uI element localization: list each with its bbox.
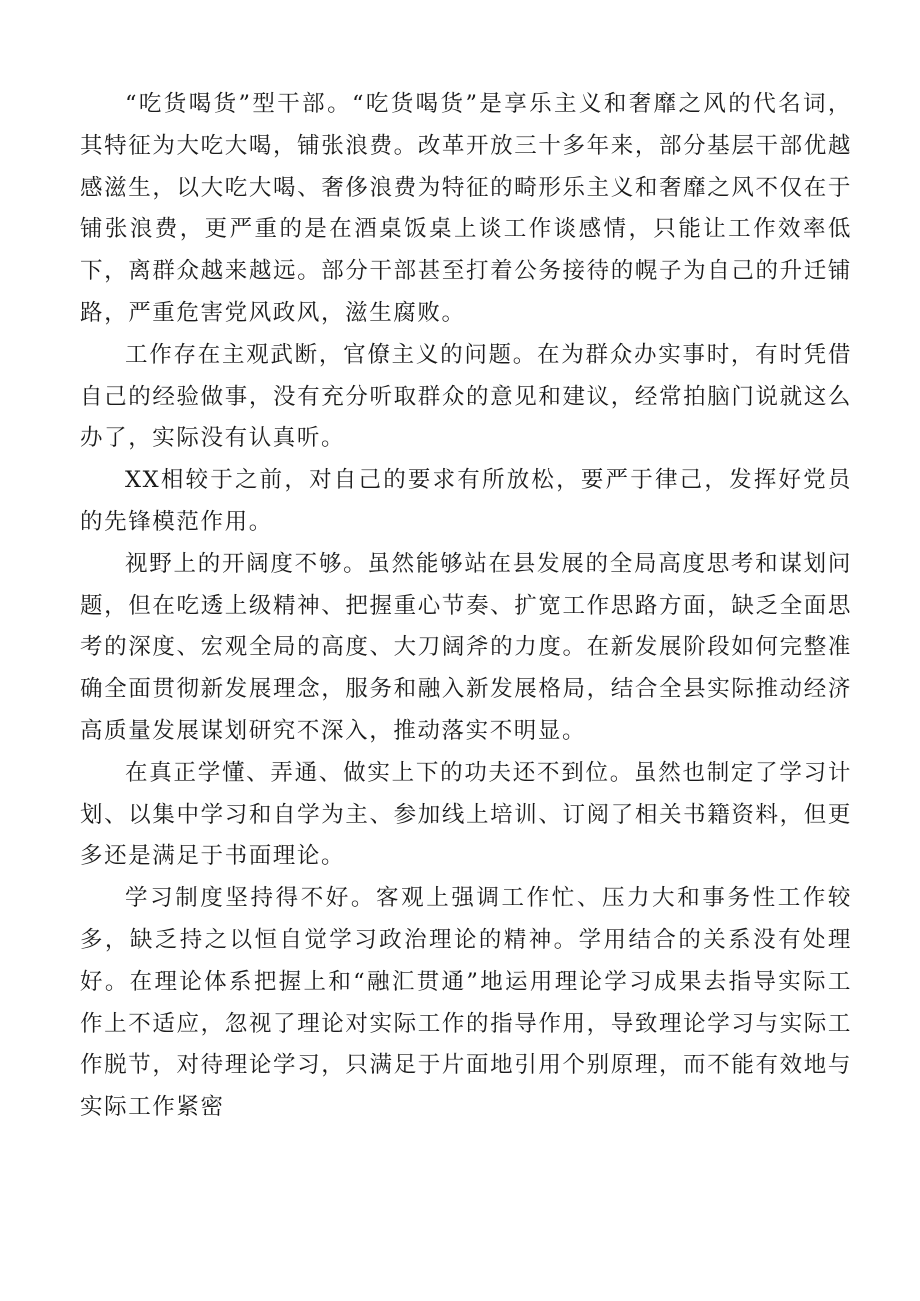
paragraph-vision-breadth: 视野上的开阔度不够。虽然能够站在县发展的全局高度思考和谋划问题，但在吃透上级精神、把握重心节奏、扩宽工作思路方面，缺乏全面思考的深度、宏观全局的高度、大刀阔斧的力度。在新发展阶段如何完整准确全面贯彻新发展理念，服务和融入新发展格局，结合全县实际推动经济高质量发展谋划研究不深入，推动落实不明显。	[80, 550, 852, 744]
paragraph-chihuo-hehuo-cadres: “吃货喝货”型干部。“吃货喝货”是享乐主义和奢靡之风的代名词，其特征为大吃大喝，铺张浪费。改革开放三十多年来，部分基层干部优越感滋生，以大吃大喝、奢侈浪费为特征的畸形乐主义和奢靡之风不仅在于铺张浪费，更严重的是在酒桌饭桌上谈工作谈感情，只能让工作效率低下，离群众越来越远。部分干部甚至打着公务接待的幌子为自己的升迁铺路，严重危害党风政风，滋生腐败。	[80, 91, 852, 326]
paragraph-study-effort: 在真正学懂、弄通、做实上下的功夫还不到位。虽然也制定了学习计划、以集中学习和自学为主、参加线上培训、订阅了相关书籍资料，但更多还是满足于书面理论。	[80, 759, 852, 870]
paragraph-self-discipline: XX相较于之前，对自己的要求有所放松，要严于律己，发挥好党员的先锋模范作用。	[80, 467, 852, 535]
document-body	[80, 84, 852, 1129]
paragraph-bureaucratism: 工作存在主观武断，官僚主义的问题。在为群众办实事时，有时凭借自己的经验做事，没有充分听取群众的意见和建议，经常拍脑门说就这么办了，实际没有认真听。	[80, 341, 852, 452]
paragraph-study-system: 学习制度坚持得不好。客观上强调工作忙、压力大和事务性工作较多，缺乏持之以恒自觉学习政治理论的精神。学用结合的关系没有处理好。在理论体系把握上和“融汇贯通”地运用理论学习成果去指导实际工作上不适应，忽视了理论对实际工作的指导作用，导致理论学习与实际工作脱节，对待理论学习，只满足于片面地引用个别原理，而不能有效地与实际工作紧密	[80, 885, 852, 1121]
